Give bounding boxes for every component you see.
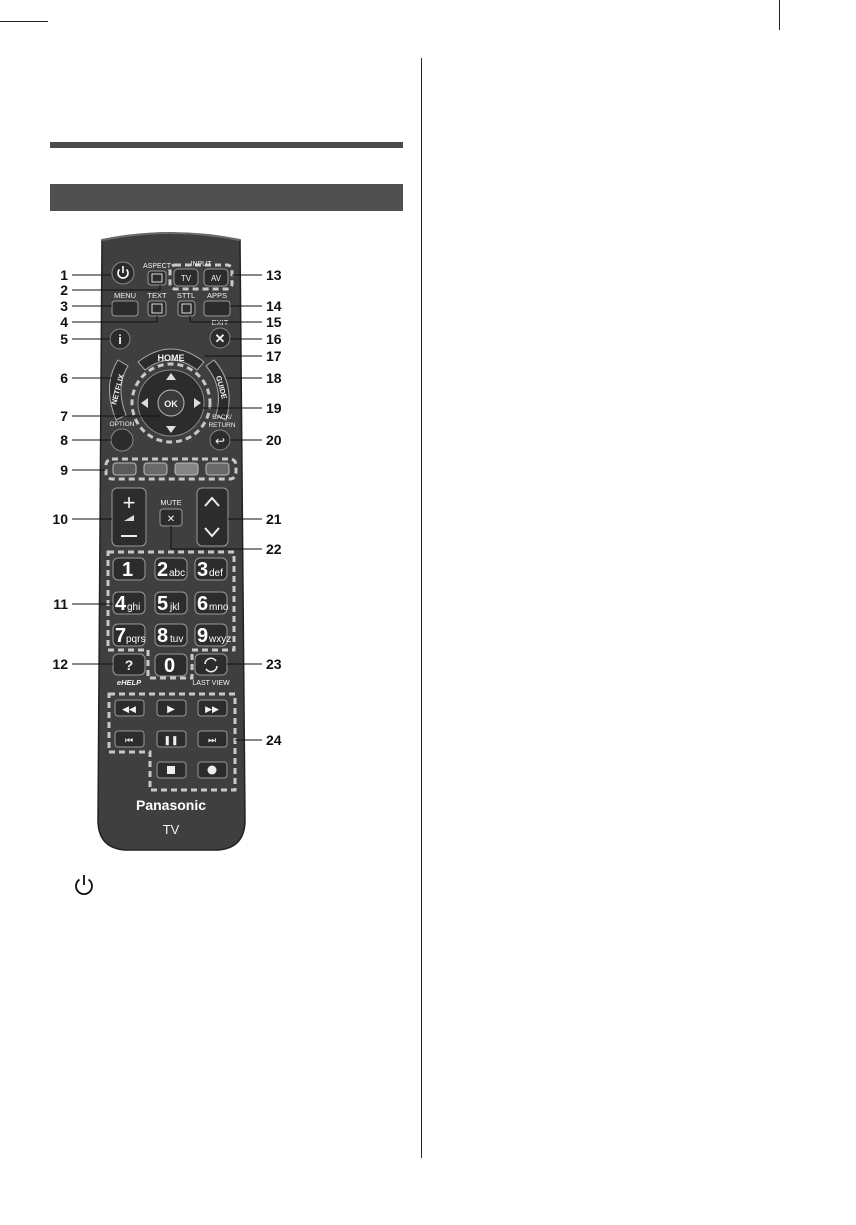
- guide-label: GUIDE: [213, 374, 229, 400]
- channel-rocker[interactable]: [197, 488, 228, 546]
- callout-number: 18: [266, 370, 282, 386]
- numpad-letters: tuv: [170, 634, 184, 645]
- color-key-blue[interactable]: [206, 463, 229, 475]
- skip-back-icon: ⏮: [124, 735, 134, 745]
- mute-label: MUTE: [160, 498, 182, 507]
- numpad-letters: jkl: [170, 602, 180, 613]
- numpad-letters: pqrs: [126, 634, 146, 645]
- callout-number: 2: [60, 282, 68, 298]
- callout-number: 7: [60, 408, 68, 424]
- subtitle-button[interactable]: [178, 301, 195, 316]
- menu-button[interactable]: [112, 301, 138, 316]
- numpad-key-8[interactable]: [155, 624, 187, 647]
- numpad-digit: 4: [115, 593, 127, 615]
- stop-icon: [167, 766, 175, 774]
- numpad-digit: 8: [157, 625, 169, 647]
- skip-forward-icon: ⏭: [207, 735, 217, 745]
- back-label-line1: BACK/: [212, 414, 232, 421]
- callout-number: 5: [60, 331, 68, 347]
- text-label: TEXT: [147, 291, 167, 300]
- text-button[interactable]: [148, 301, 166, 316]
- callout-number: 19: [266, 400, 282, 416]
- input-label: INPUT: [190, 261, 212, 268]
- numpad-digit: 5: [157, 593, 169, 615]
- callout-number: 22: [266, 541, 282, 557]
- help-symbol: ?: [124, 657, 134, 673]
- numpad-digit: 1: [122, 559, 134, 581]
- menu-label: MENU: [113, 291, 137, 300]
- back-label-line2: RETURN: [208, 422, 236, 429]
- return-arrow-icon: ↩: [214, 434, 226, 448]
- numpad-digit: 7: [115, 625, 127, 647]
- tv-input-label: TV: [180, 274, 192, 283]
- callout-number: 11: [53, 596, 68, 612]
- numpad-digit: 3: [197, 559, 209, 581]
- callout-number: 21: [266, 511, 282, 527]
- callout-number: 10: [52, 511, 68, 527]
- fast-forward-icon: ▶▶: [205, 704, 219, 714]
- callout-number: 3: [60, 298, 68, 314]
- color-key-yellow[interactable]: [175, 463, 198, 475]
- callout-number: 6: [60, 370, 68, 386]
- model-label: TV: [162, 822, 180, 837]
- numpad-letters: mno: [209, 602, 229, 613]
- callout-number: 4: [60, 314, 68, 330]
- callout-number: 24: [266, 732, 282, 748]
- callout-number: 15: [266, 314, 282, 330]
- callout-number: 16: [266, 331, 282, 347]
- numpad-key-3[interactable]: [195, 558, 227, 581]
- ehelp-label: eHELP: [116, 678, 142, 687]
- numpad-key-0[interactable]: [155, 654, 187, 677]
- numpad-digit: 0: [164, 655, 176, 677]
- aspect-button[interactable]: [148, 271, 166, 285]
- callout-number: 8: [60, 432, 68, 448]
- callout-number: 14: [266, 298, 282, 314]
- numpad-key-6[interactable]: [195, 592, 229, 615]
- sttl-label: STTL: [176, 291, 196, 300]
- play-icon: ▶: [167, 704, 175, 715]
- numpad-key-4[interactable]: [113, 592, 145, 615]
- home-label: HOME: [157, 353, 185, 363]
- numpad-letters: wxyz: [209, 634, 232, 645]
- record-icon: [208, 766, 217, 775]
- option-label: OPTION: [109, 421, 135, 428]
- numpad-key-2[interactable]: [155, 558, 187, 581]
- numpad-digit: 6: [197, 593, 209, 615]
- pause-icon: ❚❚: [163, 735, 179, 745]
- numpad-letters: abc: [169, 568, 186, 579]
- callout-number: 13: [266, 267, 282, 283]
- callout-number: 23: [266, 656, 282, 672]
- av-input-label: AV: [210, 274, 222, 283]
- callout-number: 20: [266, 432, 282, 448]
- numpad-key-9[interactable]: [195, 624, 231, 647]
- mute-icon: ✕: [166, 514, 176, 525]
- plus-icon: +: [122, 490, 136, 515]
- brand-logo: Panasonic: [135, 797, 207, 813]
- netflix-label: NETFLIX: [109, 373, 126, 406]
- rewind-icon: ◀◀: [122, 704, 136, 714]
- callout-number: 1: [60, 267, 68, 283]
- numpad-key-7[interactable]: [113, 624, 145, 647]
- apps-label: APPS: [206, 291, 228, 300]
- close-icon: ✕: [214, 331, 226, 346]
- info-icon: i: [118, 332, 122, 347]
- option-button[interactable]: [111, 429, 133, 451]
- apps-button[interactable]: [204, 301, 230, 316]
- numpad-key-1[interactable]: [113, 558, 145, 581]
- numpad-digit: 2: [157, 559, 169, 581]
- numpad-letters: ghi: [127, 602, 141, 613]
- callout-number: 17: [266, 348, 282, 364]
- ok-label: OK: [164, 399, 178, 409]
- power-icon: [70, 870, 100, 900]
- numpad-digit: 9: [197, 625, 209, 647]
- callout-number: 9: [60, 462, 68, 478]
- callout-number: 12: [52, 656, 68, 672]
- color-key-green[interactable]: [144, 463, 167, 475]
- color-key-red[interactable]: [113, 463, 136, 475]
- numpad-letters: def: [209, 568, 223, 579]
- aspect-label: ASPECT: [142, 263, 172, 270]
- numpad-key-5[interactable]: [155, 592, 187, 615]
- last-view-label: LAST VIEW: [192, 680, 230, 687]
- exit-label: EXIT: [211, 318, 229, 327]
